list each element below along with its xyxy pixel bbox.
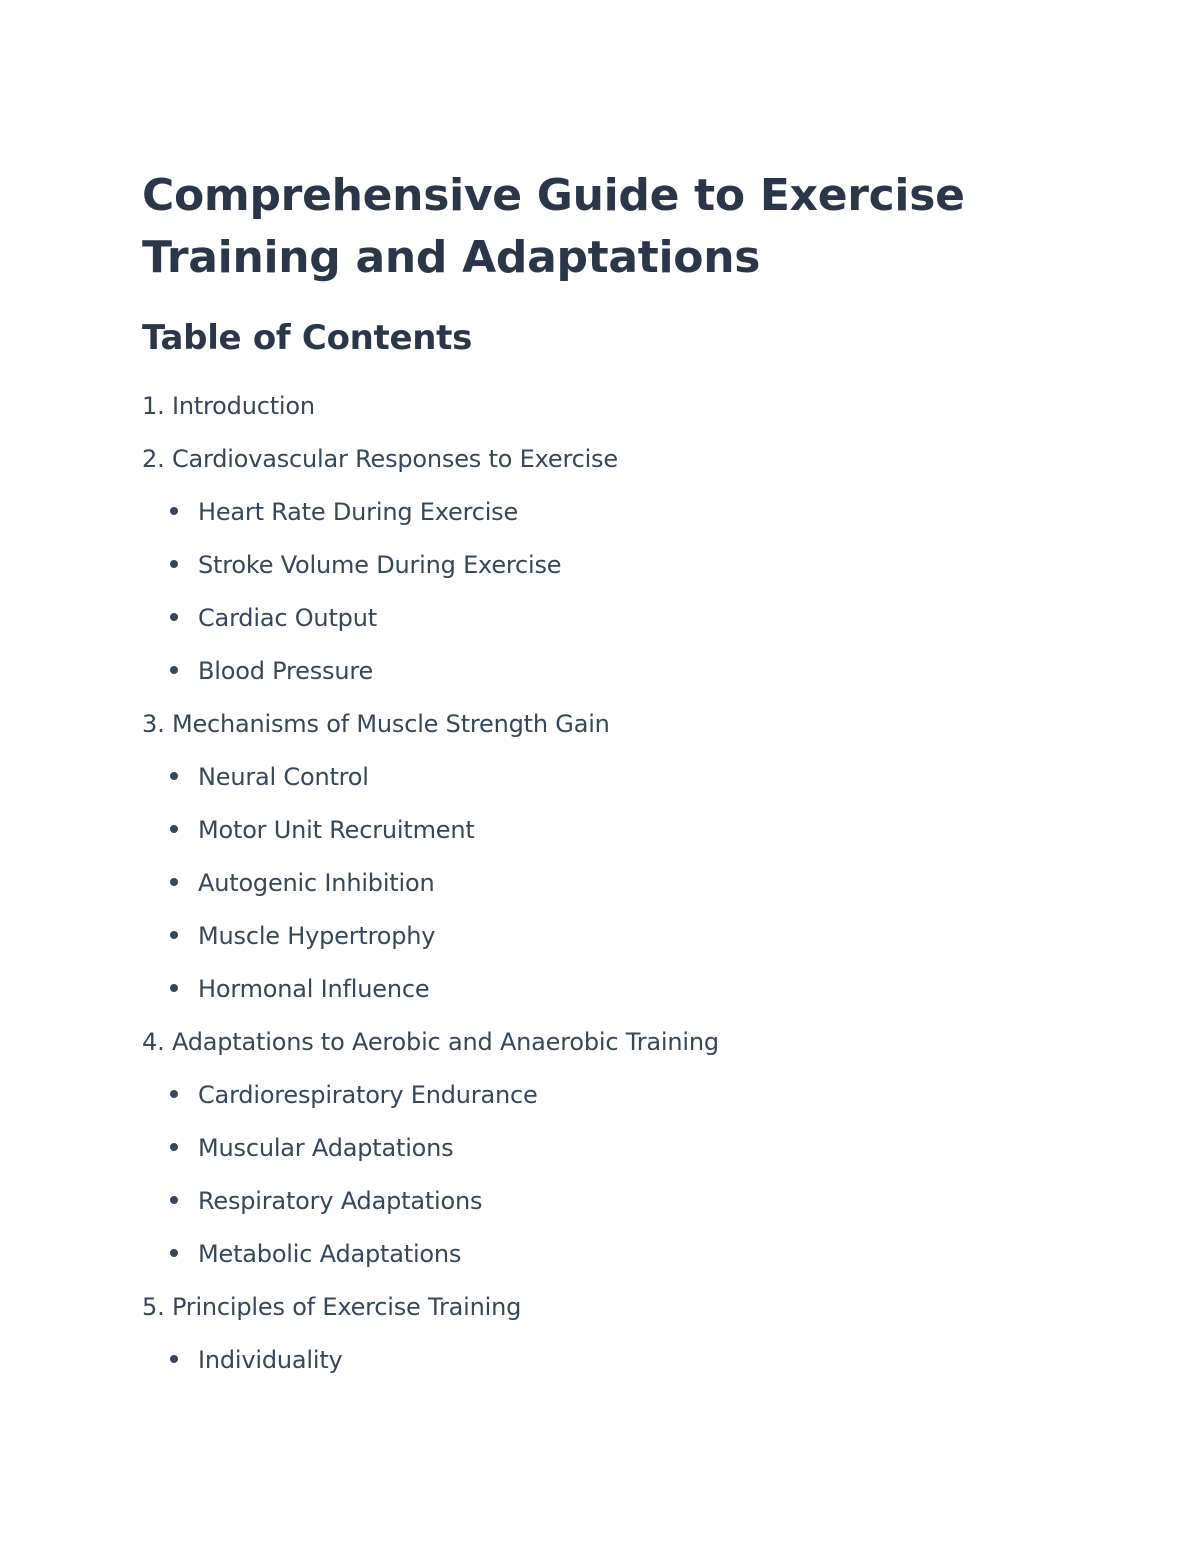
bullet-icon xyxy=(170,931,178,939)
toc-section-introduction[interactable] xyxy=(142,380,315,433)
toc-item-respiratory-adaptations[interactable] xyxy=(170,1175,482,1228)
toc-section-label: Mechanisms of Muscle Strength Gain xyxy=(171,710,610,738)
toc-item-autogenic-inhibition[interactable] xyxy=(170,857,434,910)
bullet-icon xyxy=(170,1249,178,1257)
toc-section-principles[interactable] xyxy=(142,1281,521,1334)
toc-section-label: Principles of Exercise Training xyxy=(171,1293,522,1321)
toc-section-number: 2. xyxy=(142,445,165,473)
toc-section-number: 5. xyxy=(142,1293,165,1321)
toc-item-heart-rate[interactable] xyxy=(170,486,518,539)
bullet-icon xyxy=(170,878,178,886)
toc-heading: Table of Contents xyxy=(142,318,473,358)
toc-section-cardiovascular[interactable] xyxy=(142,433,618,486)
toc-item-muscle-hypertrophy[interactable] xyxy=(170,910,435,963)
toc-item-label: Cardiac Output xyxy=(198,604,377,632)
toc-item-label: Hormonal Influence xyxy=(198,975,430,1003)
toc-item-label: Blood Pressure xyxy=(198,657,374,685)
toc-item-cardiac-output[interactable] xyxy=(170,592,377,645)
toc-section-label: Introduction xyxy=(171,392,315,420)
toc-item-stroke-volume[interactable] xyxy=(170,539,561,592)
toc-item-individuality[interactable] xyxy=(170,1334,343,1387)
toc-section-label: Cardiovascular Responses to Exercise xyxy=(171,445,618,473)
toc-item-metabolic-adaptations[interactable] xyxy=(170,1228,461,1281)
document-title xyxy=(142,165,1042,289)
document-title-line-1: Comprehensive Guide to Exercise xyxy=(142,170,965,221)
bullet-icon xyxy=(170,772,178,780)
bullet-icon xyxy=(170,1143,178,1151)
toc-item-blood-pressure[interactable] xyxy=(170,645,373,698)
bullet-icon xyxy=(170,1196,178,1204)
toc-item-label: Muscle Hypertrophy xyxy=(198,922,436,950)
bullet-icon xyxy=(170,825,178,833)
toc-item-hormonal-influence[interactable] xyxy=(170,963,429,1016)
toc-section-aerobic-anaerobic[interactable] xyxy=(142,1016,719,1069)
toc-item-label: Autogenic Inhibition xyxy=(198,869,435,897)
toc-item-label: Stroke Volume During Exercise xyxy=(198,551,562,579)
bullet-icon xyxy=(170,560,178,568)
bullet-icon xyxy=(170,613,178,621)
toc-item-motor-unit-recruitment[interactable] xyxy=(170,804,475,857)
toc-section-number: 3. xyxy=(142,710,165,738)
toc-item-muscular-adaptations[interactable] xyxy=(170,1122,453,1175)
bullet-icon xyxy=(170,1090,178,1098)
toc-section-muscle-strength[interactable] xyxy=(142,698,610,751)
bullet-icon xyxy=(170,1355,178,1363)
toc-item-label: Neural Control xyxy=(198,763,369,791)
toc-item-label: Metabolic Adaptations xyxy=(198,1240,462,1268)
toc-section-label: Adaptations to Aerobic and Anaerobic Training xyxy=(171,1028,719,1056)
toc-item-neural-control[interactable] xyxy=(170,751,369,804)
toc-section-number: 4. xyxy=(142,1028,165,1056)
bullet-icon xyxy=(170,666,178,674)
toc-item-label: Cardiorespiratory Endurance xyxy=(198,1081,538,1109)
toc-item-cardiorespiratory-endurance[interactable] xyxy=(170,1069,538,1122)
toc-section-number: 1. xyxy=(142,392,165,420)
bullet-icon xyxy=(170,507,178,515)
toc-item-label: Motor Unit Recruitment xyxy=(198,816,475,844)
toc-item-label: Respiratory Adaptations xyxy=(198,1187,483,1215)
toc-item-label: Individuality xyxy=(198,1346,343,1374)
toc-item-label: Muscular Adaptations xyxy=(198,1134,454,1162)
bullet-icon xyxy=(170,984,178,992)
toc-item-label: Heart Rate During Exercise xyxy=(198,498,519,526)
document-title-line-2: Training and Adaptations xyxy=(142,232,761,283)
